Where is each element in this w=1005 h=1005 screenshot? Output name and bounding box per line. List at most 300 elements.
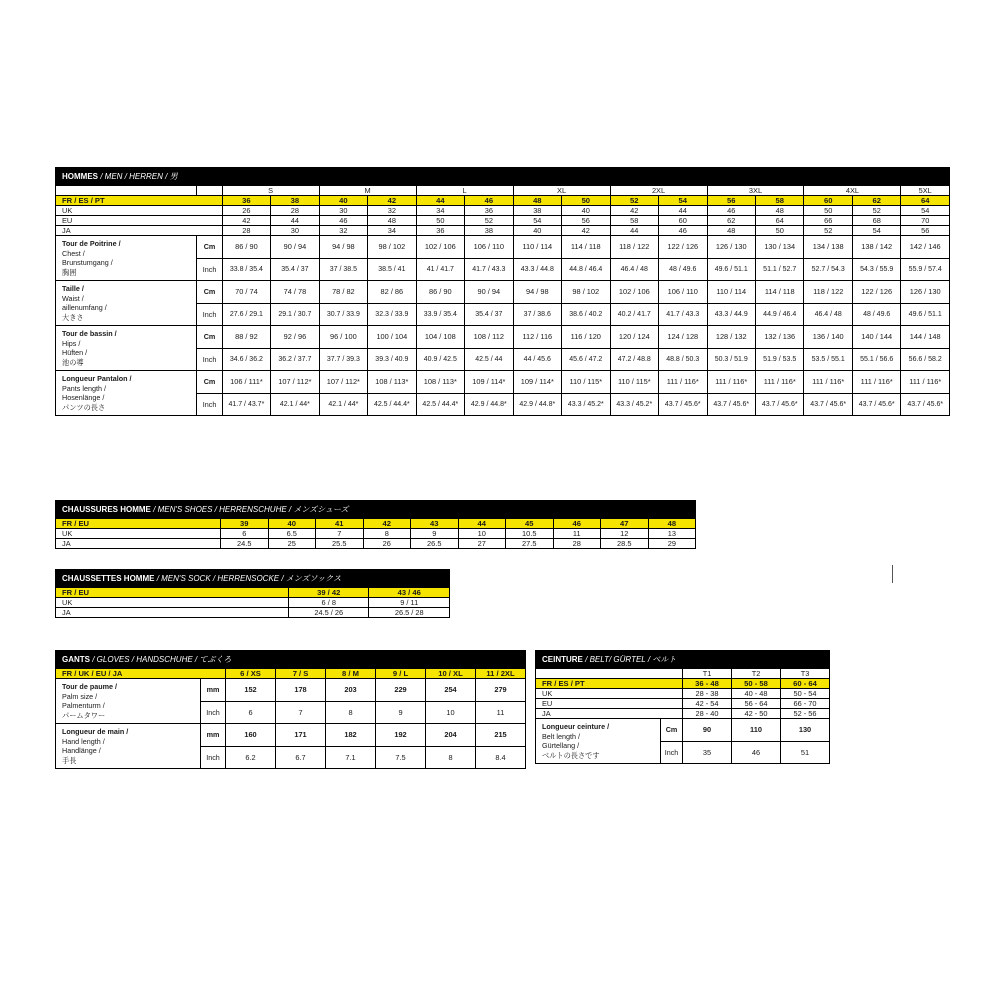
cell: 40 — [268, 519, 316, 529]
measure-label-belt-length — [536, 719, 661, 764]
cell: 120 / 124 — [610, 326, 658, 349]
cell: 47 — [601, 519, 649, 529]
cell: 8 — [426, 746, 476, 769]
cell: 114 / 118 — [562, 236, 610, 259]
cell: 52 — [465, 216, 513, 226]
cell: 39.3 / 40.9 — [368, 348, 416, 371]
cell: 50 — [416, 216, 464, 226]
measure-row-waist-cm — [56, 281, 950, 304]
shoes-title-translations: / MEN'S SHOES / HERRENSCHUHE / メンズシューズ — [153, 505, 349, 514]
measure-label-palm-size — [56, 679, 201, 724]
cell: 46.4 / 48 — [610, 258, 658, 281]
belt-table — [535, 650, 830, 764]
cell: 203 — [326, 679, 376, 702]
cell: 50 — [804, 206, 852, 216]
unit-inch: Inch — [197, 393, 222, 416]
measure-label-line: Longueur Pantalon / — [62, 374, 132, 383]
cell: 109 / 114* — [513, 371, 561, 394]
mens-size-table — [55, 167, 950, 416]
cell: 126 / 130 — [707, 236, 755, 259]
cell: 30 — [319, 206, 367, 216]
belt-title: CEINTURE — [542, 655, 583, 664]
measure-label-chest — [56, 236, 197, 281]
cell: 132 / 136 — [755, 326, 803, 349]
cell: 37.7 / 39.3 — [319, 348, 367, 371]
measure-label-line: Taille / — [62, 284, 84, 293]
cell: 36 — [465, 206, 513, 216]
cell: 28 — [271, 206, 319, 216]
unit-cm: Cm — [661, 719, 683, 742]
cell: 42.5 / 44 — [465, 348, 513, 371]
measure-label-line: Palmenturm / — [62, 701, 105, 710]
cell: 58 — [755, 196, 803, 206]
measure-label-line: Pants length / — [62, 383, 106, 393]
cell: 32 — [319, 226, 367, 236]
cell: 114 / 118 — [755, 281, 803, 304]
cell: 8 — [326, 701, 376, 724]
measure-label-line: Hips / — [62, 338, 81, 348]
cell: 8.4 — [476, 746, 526, 769]
socks-row-uk — [56, 598, 450, 608]
row-label: JA — [536, 709, 683, 719]
cell: 54.3 / 55.9 — [852, 258, 900, 281]
cell: 50 — [755, 226, 803, 236]
cell: 33.8 / 35.4 — [222, 258, 270, 281]
measure-label-line: Hüften / — [62, 348, 88, 357]
cell: 41 — [316, 519, 364, 529]
cell: 111 / 116* — [804, 371, 852, 394]
cell: 48 — [755, 206, 803, 216]
row-label: UK — [56, 529, 221, 539]
cell: 55.9 / 57.4 — [901, 258, 950, 281]
cell: 39 / 42 — [289, 588, 369, 598]
cell: 46 — [707, 206, 755, 216]
measure-label-line: Belt length / — [542, 731, 580, 741]
cell: 46 — [319, 216, 367, 226]
cell: 106 / 110 — [659, 281, 707, 304]
cell: 64 — [901, 196, 950, 206]
cell: 54 — [513, 216, 561, 226]
measure-label-line: 手長 — [62, 755, 77, 765]
cell: 10 — [458, 529, 506, 539]
belt-size-t3: T3 — [781, 669, 830, 679]
measure-label-line: Handlänge / — [62, 746, 101, 755]
measure-row-chest-cm — [56, 236, 950, 259]
unit-inch: Inch — [197, 348, 222, 371]
cell: 40 — [562, 206, 610, 216]
measure-label-line: Chest / — [62, 248, 85, 258]
cell: 112 / 116 — [513, 326, 561, 349]
cell: 45.6 / 47.2 — [562, 348, 610, 371]
cell: 41.7 / 43.3 — [465, 258, 513, 281]
cell: 9 — [376, 701, 426, 724]
cell: 26 — [363, 539, 411, 549]
gloves-size-row — [56, 669, 526, 679]
cell: 48 — [707, 226, 755, 236]
cell: 32 — [368, 206, 416, 216]
cell: 38 — [513, 206, 561, 216]
cell: 70 / 74 — [222, 281, 270, 304]
cell: 53.5 / 55.1 — [804, 348, 852, 371]
cell: 86 / 90 — [416, 281, 464, 304]
cell: 8 / M — [326, 669, 376, 679]
cell: 62 — [852, 196, 900, 206]
cell: 9 / L — [376, 669, 426, 679]
cell: 10 / XL — [426, 669, 476, 679]
cell: 106 / 110 — [465, 236, 513, 259]
cell: 43.7 / 45.6* — [901, 393, 950, 416]
cell: 94 / 98 — [513, 281, 561, 304]
measure-row-hips-cm — [56, 326, 950, 349]
cell: 55.1 / 56.6 — [852, 348, 900, 371]
belt-size-t2: T2 — [732, 669, 781, 679]
gloves-hand-mm — [56, 724, 526, 747]
cell: 66 — [804, 216, 852, 226]
cell: 43.3 / 45.2* — [610, 393, 658, 416]
cell: 27 — [458, 539, 506, 549]
cell: 50 - 58 — [732, 679, 781, 689]
cell: 107 / 112* — [319, 371, 367, 394]
cell: 28.5 — [601, 539, 649, 549]
cell: 52 — [804, 226, 852, 236]
measure-label-line: Gürtellang / — [542, 741, 580, 750]
cell: 108 / 112 — [465, 326, 513, 349]
measure-label-line: Tour de bassin / — [62, 329, 117, 338]
belt-t-header-row — [536, 669, 830, 679]
cell: 50 - 54 — [781, 689, 830, 699]
row-label: FR / EU — [56, 588, 289, 598]
cell: 51.1 / 52.7 — [755, 258, 803, 281]
cell: 111 / 116* — [755, 371, 803, 394]
row-label: JA — [56, 608, 289, 618]
cell: 70 — [901, 216, 950, 226]
cell: 26.5 — [411, 539, 459, 549]
belt-row-uk — [536, 689, 830, 699]
cell: 66 - 70 — [781, 699, 830, 709]
cell: 110 — [732, 719, 781, 742]
cell: 43.7 / 45.6* — [852, 393, 900, 416]
shoes-row-ja — [56, 539, 696, 549]
cell: 134 / 138 — [804, 236, 852, 259]
cell: 36.2 / 37.7 — [271, 348, 319, 371]
cell: 44 — [659, 206, 707, 216]
cell: 42.1 / 44* — [271, 393, 319, 416]
row-label: UK — [536, 689, 683, 699]
shoes-row-uk — [56, 529, 696, 539]
cell: 42 - 50 — [732, 709, 781, 719]
row-label: JA — [56, 539, 221, 549]
cell: 56 — [562, 216, 610, 226]
cell: 12 — [601, 529, 649, 539]
table-row-uk — [56, 206, 950, 216]
mens-size-group-row — [56, 186, 950, 196]
cell: 32.3 / 33.9 — [368, 303, 416, 326]
cell: 108 / 113* — [368, 371, 416, 394]
cell: 104 / 108 — [416, 326, 464, 349]
cell: 43 / 46 — [369, 588, 450, 598]
cell: 8 — [363, 529, 411, 539]
cell: 44 — [458, 519, 506, 529]
size-group-2xl: 2XL — [610, 186, 707, 196]
cell: 38 — [465, 226, 513, 236]
gloves-title-translations: / GLOVES / HANDSCHUHE / てぶくろ — [92, 655, 232, 664]
mens-table-header — [56, 168, 950, 186]
cell: 34 — [368, 226, 416, 236]
cell: 94 / 98 — [319, 236, 367, 259]
cell: 54 — [659, 196, 707, 206]
cell: 48 — [513, 196, 561, 206]
cell: 90 / 94 — [271, 236, 319, 259]
cell: 37 / 38.5 — [319, 258, 367, 281]
cell: 7.1 — [326, 746, 376, 769]
measure-label-waist — [56, 281, 197, 326]
row-label: FR / ES / PT — [536, 679, 683, 689]
cell: 60 - 64 — [781, 679, 830, 689]
cell: 56.6 / 58.2 — [901, 348, 950, 371]
cell: 48 / 49.6 — [852, 303, 900, 326]
cell: 6.7 — [276, 746, 326, 769]
unit-inch: Inch — [201, 746, 226, 769]
cell: 10 — [426, 701, 476, 724]
cell: 128 / 132 — [707, 326, 755, 349]
cell: 92 / 96 — [271, 326, 319, 349]
cell: 43 — [411, 519, 459, 529]
cell: 124 / 128 — [659, 326, 707, 349]
cell: 7 — [276, 701, 326, 724]
cell: 38.6 / 40.2 — [562, 303, 610, 326]
unit-cm: Cm — [197, 281, 222, 304]
row-label: EU — [56, 216, 223, 226]
cell: 27.6 / 29.1 — [222, 303, 270, 326]
gloves-table-header — [56, 651, 526, 669]
cell: 50.3 / 51.9 — [707, 348, 755, 371]
cell: 51.9 / 53.5 — [755, 348, 803, 371]
cell: 39 — [221, 519, 269, 529]
cell: 229 — [376, 679, 426, 702]
cell: 42 — [610, 206, 658, 216]
cell: 54 — [852, 226, 900, 236]
cell: 46 — [465, 196, 513, 206]
cell: 110 / 115* — [610, 371, 658, 394]
belt-title-translations: / BELT/ GÜRTEL / ベルト — [585, 655, 677, 664]
cell: 118 / 122 — [804, 281, 852, 304]
cell: 46 — [553, 519, 601, 529]
cell: 43.3 / 44.9 — [707, 303, 755, 326]
measure-label-line: パンツの長さ — [62, 402, 106, 412]
size-group-4xl: 4XL — [804, 186, 901, 196]
cell: 43.7 / 45.6* — [659, 393, 707, 416]
cell: 279 — [476, 679, 526, 702]
cell: 51 — [781, 741, 830, 764]
row-label: UK — [56, 598, 289, 608]
cell: 40 — [319, 196, 367, 206]
size-group-s: S — [222, 186, 319, 196]
belt-table-header — [536, 651, 830, 669]
cell: 6 / 8 — [289, 598, 369, 608]
measure-label-line: aillenumfang / — [62, 303, 107, 312]
cell: 100 / 104 — [368, 326, 416, 349]
cell: 37 / 38.6 — [513, 303, 561, 326]
socks-row-fr-eu — [56, 588, 450, 598]
cell: 56 — [901, 226, 950, 236]
cell: 108 / 113* — [416, 371, 464, 394]
cell: 36 — [222, 196, 270, 206]
cell: 140 / 144 — [852, 326, 900, 349]
socks-row-ja — [56, 608, 450, 618]
unit-inch: Inch — [661, 741, 683, 764]
measure-label-line: パームタワー — [62, 710, 106, 720]
cell: 44.9 / 46.4 — [755, 303, 803, 326]
cell: 40 — [513, 226, 561, 236]
measure-label-line: ベルトの長さです — [542, 750, 600, 760]
size-group-5xl: 5XL — [901, 186, 950, 196]
cell: 41.7 / 43.7* — [222, 393, 270, 416]
cell: 13 — [648, 529, 696, 539]
cell: 178 — [276, 679, 326, 702]
measure-label-line: Waist / — [62, 293, 84, 303]
cell: 122 / 126 — [852, 281, 900, 304]
measure-label-line: 胸囲 — [62, 267, 77, 277]
cell: 52 — [610, 196, 658, 206]
cell: 11 / 2XL — [476, 669, 526, 679]
mens-title-translations: / MEN / HERREN / 男 — [100, 172, 178, 181]
row-label: UK — [56, 206, 223, 216]
shoes-title: CHAUSSURES HOMME — [62, 505, 151, 514]
cell: 26.5 / 28 — [369, 608, 450, 618]
cell: 49.6 / 51.1 — [901, 303, 950, 326]
cell: 43.7 / 45.6* — [755, 393, 803, 416]
cell: 9 / 11 — [369, 598, 450, 608]
cell: 111 / 116* — [852, 371, 900, 394]
cell: 10.5 — [506, 529, 554, 539]
measure-label-line: Tour de Poitrine / — [62, 239, 121, 248]
cell: 7 — [316, 529, 364, 539]
measure-label-line: Hand length / — [62, 736, 105, 746]
cell: 48 / 49.6 — [659, 258, 707, 281]
cell: 11 — [476, 701, 526, 724]
cell: 46 — [659, 226, 707, 236]
measure-label-hips — [56, 326, 197, 371]
unit-inch: Inch — [197, 258, 222, 281]
belt-row-ja — [536, 709, 830, 719]
cell: 64 — [755, 216, 803, 226]
cell: 152 — [226, 679, 276, 702]
size-group-m: M — [319, 186, 416, 196]
cell: 90 — [683, 719, 732, 742]
measure-label-hand-length — [56, 724, 201, 769]
cell: 138 / 142 — [852, 236, 900, 259]
mens-shoes-table — [55, 500, 696, 549]
shoes-row-fr-eu — [56, 519, 696, 529]
cell: 26 — [222, 206, 270, 216]
gloves-table — [55, 650, 526, 769]
cell: 130 / 134 — [755, 236, 803, 259]
cell: 42 — [222, 216, 270, 226]
cell: 6 — [226, 701, 276, 724]
cell: 7 / S — [276, 669, 326, 679]
cell: 52 - 56 — [781, 709, 830, 719]
cell: 25.5 — [316, 539, 364, 549]
page-edge-tick-mark — [892, 565, 893, 583]
mens-title: HOMMES — [62, 172, 98, 181]
cell: 60 — [659, 216, 707, 226]
cell: 52.7 / 54.3 — [804, 258, 852, 281]
cell: 6 — [221, 529, 269, 539]
cell: 111 / 116* — [901, 371, 950, 394]
row-label: FR / EU — [56, 519, 221, 529]
cell: 45 — [506, 519, 554, 529]
cell: 90 / 94 — [465, 281, 513, 304]
cell: 254 — [426, 679, 476, 702]
cell: 160 — [226, 724, 276, 747]
cell: 44 — [271, 216, 319, 226]
size-group-3xl: 3XL — [707, 186, 804, 196]
cell: 78 / 82 — [319, 281, 367, 304]
row-label: JA — [56, 226, 223, 236]
measure-label-line: Palm size / — [62, 691, 98, 701]
cell: 102 / 106 — [416, 236, 464, 259]
cell: 41 / 41.7 — [416, 258, 464, 281]
measure-label-line: Brunstumgang / — [62, 258, 113, 267]
cell: 48 — [648, 519, 696, 529]
cell: 38 — [271, 196, 319, 206]
cell: 116 / 120 — [562, 326, 610, 349]
socks-title-translations: / MEN'S SOCK / HERRENSOCKE / メンズソックス — [156, 574, 342, 583]
socks-title: CHAUSSETTES HOMME — [62, 574, 155, 583]
cell: 7.5 — [376, 746, 426, 769]
cell: 48 — [368, 216, 416, 226]
unit-mm: mm — [201, 724, 226, 747]
cell: 144 / 148 — [901, 326, 950, 349]
unit-inch: Inch — [197, 303, 222, 326]
measure-row-pants-cm — [56, 371, 950, 394]
gloves-palm-mm — [56, 679, 526, 702]
cell: 96 / 100 — [319, 326, 367, 349]
cell: 215 — [476, 724, 526, 747]
cell: 35.4 / 37 — [271, 258, 319, 281]
row-label: EU — [536, 699, 683, 709]
table-row-eu — [56, 216, 950, 226]
measure-label-line: Longueur ceinture / — [542, 722, 610, 731]
cell: 42.5 / 44.4* — [416, 393, 464, 416]
cell: 43.3 / 45.2* — [562, 393, 610, 416]
cell: 49.6 / 51.1 — [707, 258, 755, 281]
cell: 130 — [781, 719, 830, 742]
belt-row-fr-es-pt — [536, 679, 830, 689]
cell: 40.9 / 42.5 — [416, 348, 464, 371]
cell: 43.3 / 44.8 — [513, 258, 561, 281]
cell: 52 — [852, 206, 900, 216]
cell: 34 — [416, 206, 464, 216]
cell: 28 - 38 — [683, 689, 732, 699]
belt-length-cm — [536, 719, 830, 742]
cell: 110 / 114 — [513, 236, 561, 259]
socks-table-header — [56, 570, 450, 588]
cell: 48.8 / 50.3 — [659, 348, 707, 371]
cell: 36 — [416, 226, 464, 236]
cell: 82 / 86 — [368, 281, 416, 304]
cell: 182 — [326, 724, 376, 747]
measure-label-line: 池の導 — [62, 357, 84, 367]
measure-label-line: Tour de paume / — [62, 682, 117, 691]
cell: 11 — [553, 529, 601, 539]
cell: 42.9 / 44.8* — [513, 393, 561, 416]
cell: 142 / 146 — [901, 236, 950, 259]
cell: 98 / 102 — [368, 236, 416, 259]
cell: 43.7 / 45.6* — [707, 393, 755, 416]
unit-cm: Cm — [197, 371, 222, 394]
cell: 122 / 126 — [659, 236, 707, 259]
